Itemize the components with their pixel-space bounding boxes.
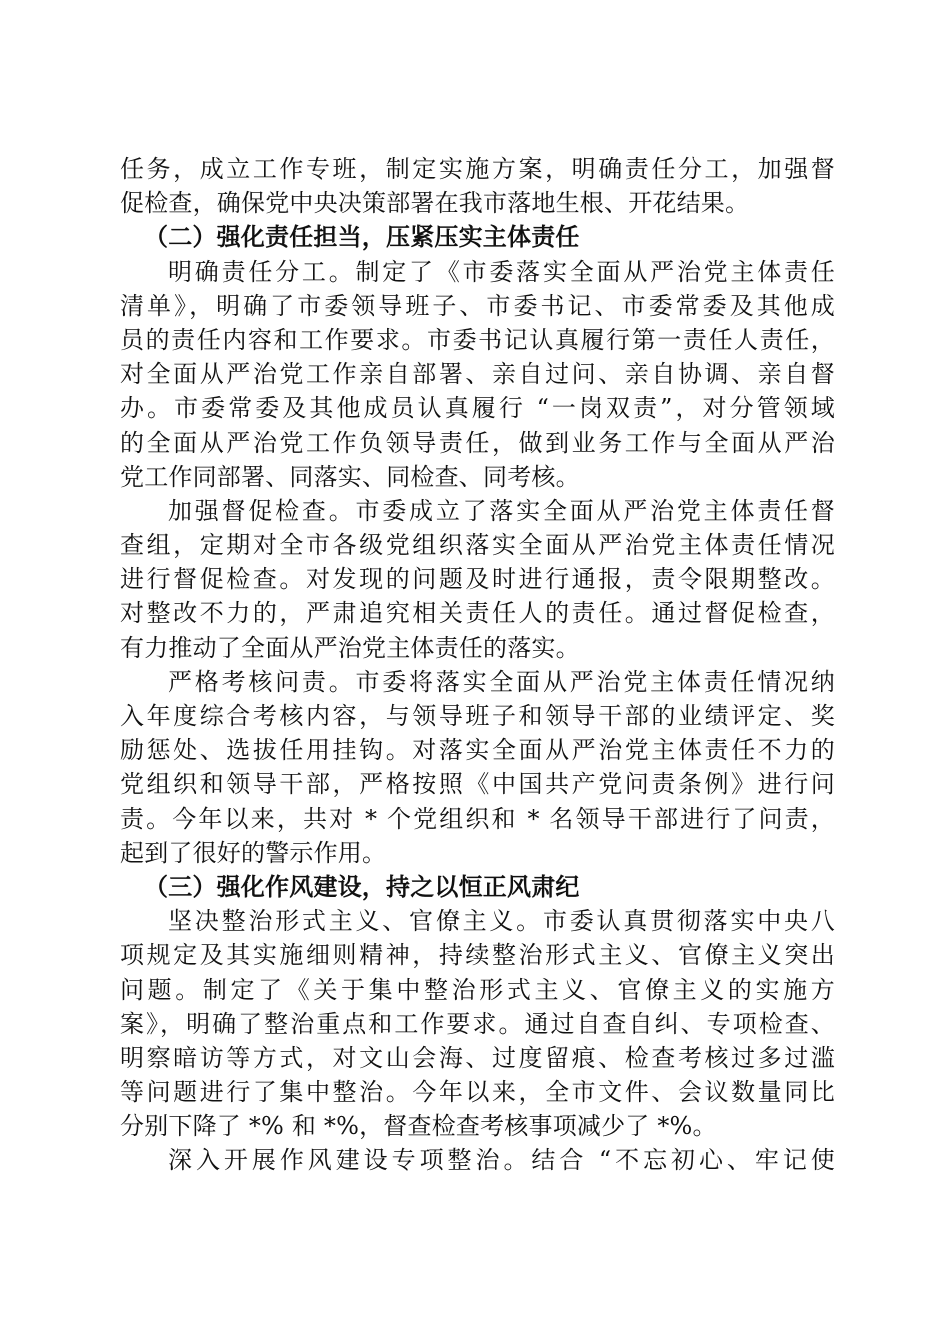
paragraph-line: 案》，明确了整治重点和工作要求。通过自查自纠、专项检查、 xyxy=(120,1009,835,1038)
paragraph-line: 问题。制定了《关于集中整治形式主义、官僚主义的实施方 xyxy=(120,975,835,1004)
paragraph-line: 对全面从严治党工作亲自部署、亲自过问、亲自协调、亲自督 xyxy=(120,360,835,389)
paragraph-line: 进行督促检查。对发现的问题及时进行通报，责令限期整改。 xyxy=(120,565,835,594)
paragraph-first-line: 坚决整治形式主义、官僚主义。市委认真贯彻落实中央八 xyxy=(168,907,835,936)
paragraph-first-line: 加强督促检查。市委成立了落实全面从严治党主体责任督 xyxy=(168,496,835,525)
paragraph-line: 清单》，明确了市委领导班子、市委书记、市委常委及其他成 xyxy=(120,291,835,320)
paragraph-last-line: 促检查，确保党中央决策部署在我市落地生根、开花结果。 xyxy=(120,189,750,218)
paragraph-line: 对整改不力的，严肃追究相关责任人的责任。通过督促检查， xyxy=(120,599,835,628)
paragraph-last-line: 党工作同部署、同落实、同检查、同考核。 xyxy=(120,462,580,491)
paragraph-first-line: 深入开展作风建设专项整治。结合 “不忘初心、牢记使 xyxy=(168,1146,835,1175)
paragraph-last-line: 分别下降了 *% 和 *%，督查检查考核事项减少了 *%。 xyxy=(120,1112,717,1141)
paragraph-line: 办。市委常委及其他成员认真履行 “一岗双责”，对分管领域 xyxy=(120,394,835,423)
paragraph-line: 入年度综合考核内容，与领导班子和领导干部的业绩评定、奖 xyxy=(120,702,835,730)
paragraph-line: 项规定及其实施细则精神，持续整治形式主义、官僚主义突出 xyxy=(120,941,835,970)
section-heading: （三）强化作风建设，持之以恒正风肃纪 xyxy=(144,872,580,901)
paragraph-line: 查组，定期对全市各级党组织落实全面从严治党主体责任情况 xyxy=(120,531,835,560)
paragraph-line: 等问题进行了集中整治。今年以来，全市文件、会议数量同比 xyxy=(120,1078,835,1107)
document-body xyxy=(120,152,835,1178)
paragraph-line: 责。今年以来，共对 * 个党组织和 * 名领导干部进行了问责， xyxy=(120,804,835,833)
paragraph-line: 的全面从严治党工作负领导责任，做到业务工作与全面从严治 xyxy=(120,428,835,457)
paragraph-line: 明察暗访等方式，对文山会海、过度留痕、检查考核过多过滥 xyxy=(120,1043,835,1072)
section-heading: （二）强化责任担当，压紧压实主体责任 xyxy=(144,223,580,252)
paragraph-line: 员的责任内容和工作要求。市委书记认真履行第一责任人责任， xyxy=(120,325,835,354)
paragraph-first-line: 严格考核问责。市委将落实全面从严治党主体责任情况纳 xyxy=(168,667,835,696)
paragraph-last-line: 起到了很好的警示作用。 xyxy=(120,838,387,867)
paragraph-line: 党组织和领导干部，严格按照《中国共产党问责条例》进行问 xyxy=(120,770,835,799)
paragraph-line: 任务，成立工作专班，制定实施方案，明确责任分工，加强督 xyxy=(120,155,835,183)
paragraph-last-line: 有力推动了全面从严治党主体责任的落实。 xyxy=(120,633,580,662)
paragraph-line: 励惩处、选拔任用挂钩。对落实全面从严治党主体责任不力的 xyxy=(120,736,835,765)
paragraph-first-line: 明确责任分工。制定了《市委落实全面从严治党主体责任 xyxy=(168,257,835,286)
